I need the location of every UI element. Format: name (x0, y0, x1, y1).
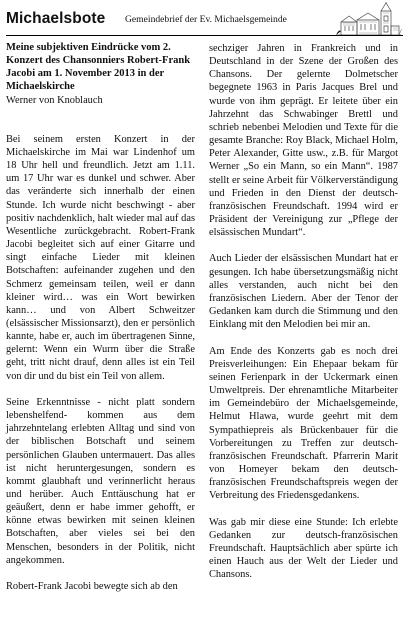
article-paragraph: sechziger Jahren in Frankreich und in Deutschland in der Szene der Großen des Chansons. Der gelernte Dolmetscher begegnete 1963 in Paris Jacques Brel und wurde von ihm geprägt. Er leitete über ein Jahrzehnt das Schwabinger Brettl und schrieb nebenbei Melodien und Texte für die gesamte Branche: Roy Black, Michael Holm, Peter Alexander, Gitte usw., z.B. für Margot Werner „So ein Mann, so ein Mann“. 1987 stellt er seine Arbeit für Völkerverständigung und Frieden in den Dienst der deutsch-französischen Freundschaft. 1994 wird er Präsident der Vereinigung zur „Pflege der elsässischen Mundart“. (209, 43, 398, 239)
article-paragraph: Am Ende des Konzerts gab es noch drei Preisverleihungen: Ein Ehepaar bekam für seinen Ferienpark in der Uckermark einen Umweltpreis. Der ehrenamtliche Mitarbeiter im Gemeindebüro der Michaelsgemeinde, Helmut Hlawa, wurde geehrt mit dem Sympathiepreis als Brückenbauer für die Vorbereitungen zu Treffen zur deutsch-französischen Freundschaft. Pfarrerin Marit von Homeyer bekam den deutsch-französischen Freundschaftspreis wegen der Verbreitung des Friedensgedankens. (209, 345, 398, 502)
article-paragraph: Auch Lieder der elsässischen Mundart hat er gesungen. Ich habe übersetzungsmäßig nicht alles verstanden, auch nicht bei den französischen Liedern. Aber der Tenor der Gedanken kam durch die Stimmung und den Einklang mit den Melodien bei mir an. (209, 253, 398, 331)
article-title: Meine subjektiven Eindrücke vom 2. Konzert des Chansonniers Robert-Frank Jacobi am 1. November 2013 in der Michaelskirche (6, 42, 191, 92)
left-column (6, 42, 195, 593)
right-column (209, 42, 398, 581)
church-sketch-icon (335, 2, 403, 36)
article-paragraph: Seine Erkenntnisse - nicht platt sondern lebenshelfend- kommen aus dem jahrzehntelang erlebten Alltag und sind von der biblischen Botschaft und seinem persönlichen Glauben untermauert. Das alles ist nicht heruntergesungen, sondern es kommt glaubhaft und verinnerlicht heraus und herüber. Auch Enttäuschung hat er geäußert, denn er habe immer gehofft, er könne etwas bewirken mit seinen kleinen Botschaften, aber vieles sei bei den Menschen, besonders in der Politik, nicht angekommen. (6, 396, 195, 566)
article-paragraph: Robert-Frank Jacobi bewegte sich ab den (6, 581, 178, 593)
masthead (6, 6, 403, 36)
article-author: Werner von Knoblauch (6, 94, 103, 106)
newsletter-subtitle: Gemeindebrief der Ev. Michaelsgemeinde (125, 14, 287, 25)
article-paragraph: Was gab mir diese eine Stunde: Ich erlebte Gedanken zur deutsch-französischen Freundschaft. Hauptsächlich aber spürte ich einen Hauch aus der Welt der Lieder und Chansons. (209, 516, 398, 581)
masthead-divider (6, 35, 403, 36)
article-paragraph: Bei seinem ersten Konzert in der Michaelskirche im Mai war Lindenhof um 18 Uhr hell und freundlich. Jetzt am 1.11. um 17 Uhr war es dunkel und schwer. Aber das veränderte sich innerhalb der einen Stunde. Ich wurde nicht beschwingt - aber positiv nachdenklich, halt wieder mal auf das Wesentliche zurückgebracht. Robert-Frank Jacobi begleitet sich auf einer Gitarre und singt einfache Lieder mit kleinen Botschaften: aufeinander zugehen und den Schmerz gemeinsam teilen, weil er dann kleiner wird… was ein Wort bewirken kann… und von Albert Schweitzer (elsässischer Missionsarzt), den er persönlich kannte, habe er, auch im übertragenen Sinne, gelernt: Wenn ein Wurm über die Straße geht, tritt nicht drauf, denn alles ist ein Teil von dir und du bist ein Teil von allem. (6, 133, 195, 382)
newsletter-title: Michaelsbote (6, 10, 106, 27)
